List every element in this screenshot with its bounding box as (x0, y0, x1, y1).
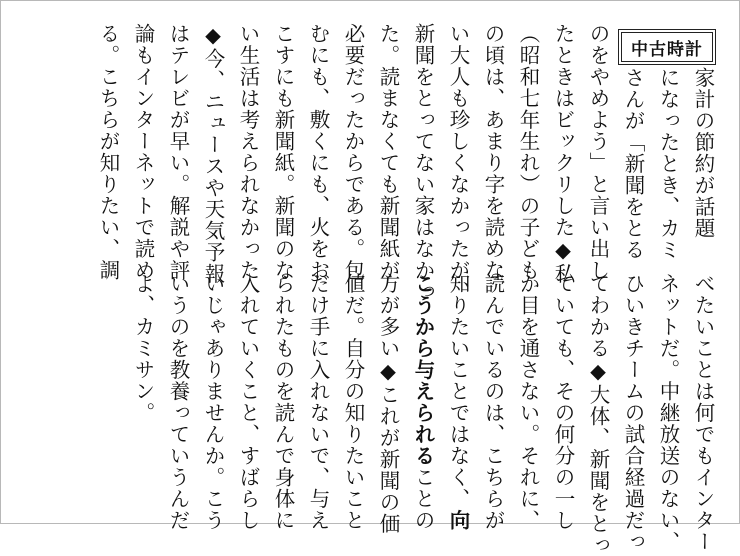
text-column: 入れていくこと、すばらし (236, 273, 260, 531)
text-column: 知りたいことではなく、向 (446, 273, 470, 531)
text-column: さんが「新聞をとる (621, 67, 645, 261)
text-column: になったとき、カミ (656, 67, 680, 261)
text-column: ひいきチームの試合経過だっ (621, 273, 645, 553)
text-column: の頃は、あまり字を読めな (481, 23, 505, 281)
text-column: はテレビが早い。解説や評 (166, 23, 190, 281)
text-column: ネットだ。中継放送のない、 (656, 273, 680, 553)
text-column: ていても、その何分の一し (551, 273, 575, 531)
text-column: べたいことは何でもインター (691, 273, 715, 553)
text-column: 必要だったからである。包 (341, 23, 365, 281)
text-column: る。こちらが知りたい、調 (96, 23, 120, 281)
text-column: いじゃありませんか。こう (201, 273, 225, 531)
text-column: よ、カミサン。 (131, 273, 155, 424)
text-column: い生活は考えられなかった (236, 23, 260, 281)
text-column: 新聞をとってない家はなかっ (411, 23, 435, 303)
text-column: い大人も珍しくなかったが、 (446, 23, 470, 303)
text-column: いうのを教養っていうんだ (166, 273, 190, 531)
text-column: てわかる◆大体、新聞をとっ (586, 273, 610, 556)
text-column: こうから与えられることの (411, 273, 435, 531)
text-column: こすにも新聞紙。新聞のな (271, 23, 295, 281)
text-column: た。読まなくても新聞紙が (376, 23, 400, 281)
column-title: 中古時計 (631, 39, 703, 60)
text-column: たときはビックリした◆私 (551, 23, 575, 285)
text-column: 読んでいるのは、こちらが (481, 273, 505, 531)
text-column: 論もインターネットで読め (131, 23, 155, 281)
column-title-box (621, 32, 713, 62)
text-column: 方が多い◆これが新聞の価 (376, 273, 400, 535)
text-column: られたものを読んで身体に (271, 273, 295, 531)
text-column: か目を通さない。それに、 (516, 273, 540, 531)
text-column: むにも、敷くにも、火をお (306, 23, 330, 281)
text-column: だけ手に入れないで、与え (306, 273, 330, 531)
text-column: のをやめよう」と言い出し (586, 23, 610, 281)
text-column: （昭和七年生れ）の子ども (516, 23, 540, 281)
text-column: 値だ。自分の知りたいこと (341, 273, 365, 531)
text-column: 家計の節約が話題 (691, 67, 715, 239)
text-column: ◆今、ニュースや天気予報 (201, 23, 225, 285)
